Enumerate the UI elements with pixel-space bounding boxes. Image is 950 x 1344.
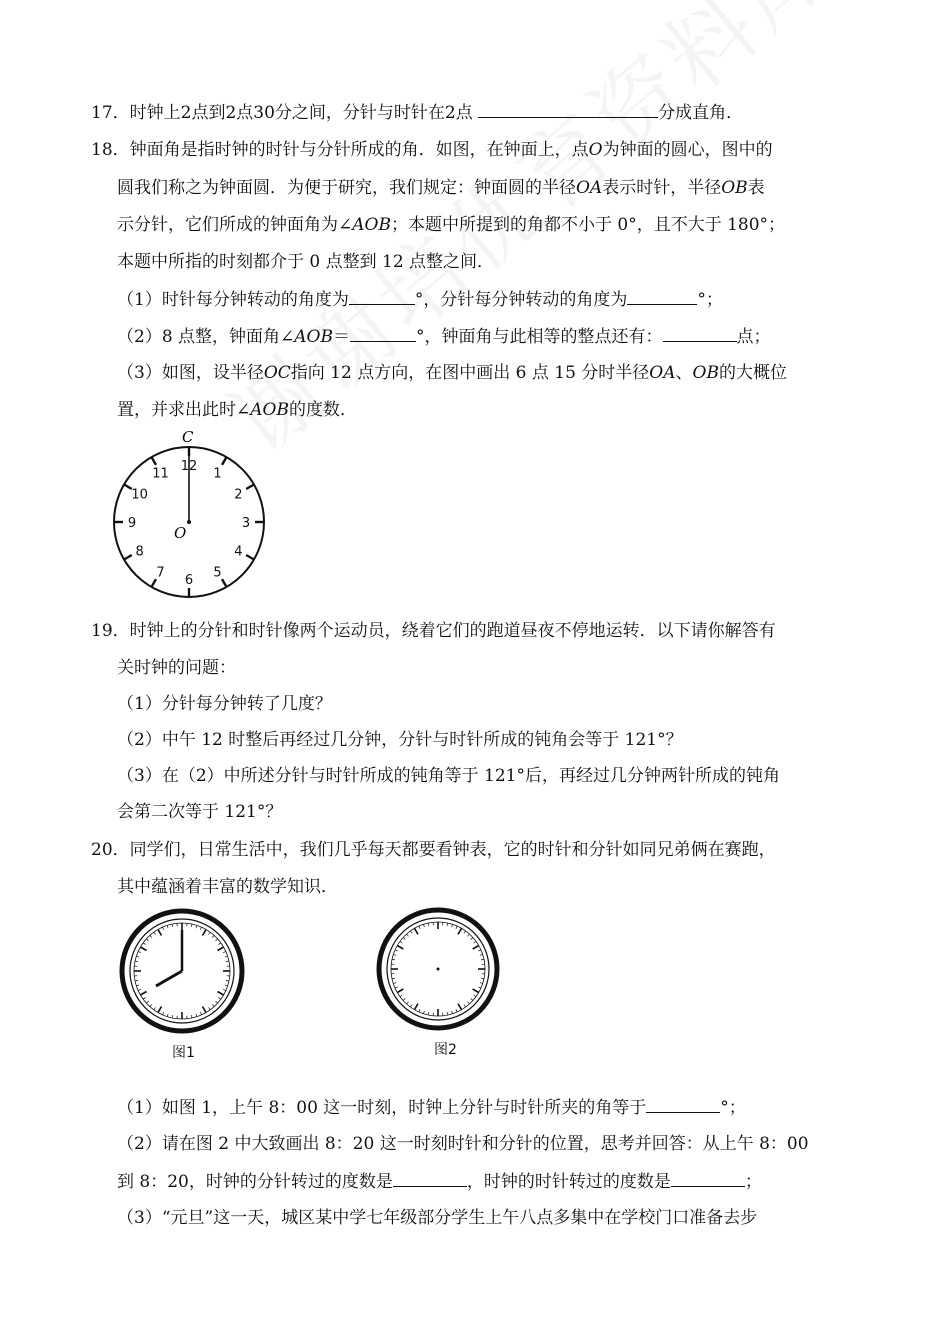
q19-sub-2 bbox=[117, 729, 683, 751]
clock-hour-tick bbox=[415, 928, 419, 934]
q18-var-AOB: AOB bbox=[352, 215, 391, 235]
q20-s1-text: （1）如图 1，上午 8：00 这一时刻，时钟上分针与时针所夹的角等于 bbox=[117, 1098, 647, 1118]
clock-number-8: 8 bbox=[135, 544, 144, 560]
q18-sub-3-line-2 bbox=[117, 399, 357, 421]
q18-text: 钟面角是指时钟的时针与分针所成的角．如图，在钟面上，点 bbox=[129, 140, 589, 160]
q18-s1-text: °，分针每分钟转动的角度为 bbox=[414, 290, 628, 310]
clock-minute-tick bbox=[419, 926, 420, 929]
label-O: O bbox=[174, 524, 187, 542]
clock-minute-tick bbox=[212, 935, 214, 937]
q19-s3-text: （3）在（2）中所述分针与时针所成的钝角等于 121°后，再经过几分钟两针所成的钝角 bbox=[117, 766, 780, 786]
clock-minute-tick bbox=[456, 926, 457, 929]
clock-minute-tick bbox=[407, 934, 409, 936]
clock-minute-tick bbox=[208, 932, 210, 934]
clock-hour-tick bbox=[152, 579, 157, 587]
clock-minute-tick bbox=[447, 1012, 448, 1015]
q18-s2-text: （2）8 点整，钟面角∠ bbox=[117, 327, 295, 347]
q20-text: 其中蕴涵着丰富的数学知识． bbox=[117, 877, 338, 897]
q19-text: 关时钟的问题： bbox=[117, 658, 236, 678]
q18-text: 圆我们称之为钟面圆．为便于研究，我们规定：钟面圆的半径 bbox=[117, 178, 576, 198]
figure-1-caption: 图1 bbox=[172, 1045, 195, 1061]
q18-text: 示分针，它们所成的钟面角为∠ bbox=[117, 215, 353, 235]
clock-minute-tick bbox=[478, 987, 481, 988]
clock-minute-tick bbox=[225, 956, 228, 957]
q20-sub-1 bbox=[117, 1096, 746, 1119]
q19-s3-text: 会第二次等于 121°？ bbox=[117, 802, 283, 822]
clock-hour-tick bbox=[246, 485, 254, 490]
figure-2-caption: 图2 bbox=[434, 1042, 457, 1058]
q18-s2-blank-1[interactable] bbox=[350, 325, 416, 342]
clock-minute-tick bbox=[393, 954, 396, 955]
q19-line-2 bbox=[117, 657, 236, 679]
clock-minute-tick bbox=[150, 1004, 152, 1006]
clock-minute-tick bbox=[474, 941, 476, 943]
clock-hour-tick bbox=[473, 946, 479, 950]
clock-hour-tick bbox=[152, 457, 157, 465]
clock-minute-tick bbox=[167, 1014, 168, 1017]
clock-minute-tick bbox=[395, 987, 398, 988]
q18-text: 本题中所指的时刻都介于 0 点整到 12 点整之间． bbox=[117, 252, 495, 272]
clock-minute-tick bbox=[215, 1001, 217, 1003]
clock-minute-tick bbox=[447, 923, 448, 926]
q18-sub-1 bbox=[117, 288, 723, 311]
q19-sub-1 bbox=[117, 693, 332, 715]
hour-hand bbox=[156, 971, 182, 986]
q20-number: 20． bbox=[91, 840, 130, 860]
clock-minute-tick bbox=[154, 932, 156, 934]
clock-minute-tick bbox=[200, 1012, 201, 1015]
q17-text-b: 分成直角． bbox=[658, 103, 744, 123]
q20-sub-2 bbox=[117, 1133, 809, 1155]
clock-minute-tick bbox=[400, 941, 402, 943]
clock-minute-tick bbox=[452, 1011, 453, 1014]
clock-minute-tick bbox=[423, 1011, 424, 1014]
clock-number-1: 1 bbox=[213, 466, 222, 482]
clock-minute-tick bbox=[481, 959, 484, 960]
clock-minute-tick bbox=[452, 924, 453, 927]
clock-minute-tick bbox=[223, 951, 226, 952]
q20-s2-blank-2[interactable] bbox=[671, 1170, 745, 1187]
q18-s3-text: 的大概位 bbox=[718, 363, 787, 383]
q18-text: 表示时针，半径 bbox=[602, 178, 722, 198]
q19-sub-3 bbox=[117, 765, 780, 787]
clock-minute-tick bbox=[191, 924, 192, 927]
clock-minute-tick bbox=[191, 1015, 192, 1018]
clock-minute-tick bbox=[136, 985, 139, 986]
clock-minute-tick bbox=[172, 1015, 173, 1018]
q20-sub-3 bbox=[117, 1207, 757, 1229]
clock-minute-tick bbox=[480, 954, 483, 955]
clock-minute-tick bbox=[471, 938, 473, 940]
clock-hour-tick bbox=[124, 555, 132, 560]
q18-s1-text: °； bbox=[697, 290, 723, 310]
clock-minute-tick bbox=[162, 927, 163, 930]
q18-clock-diagram[interactable] bbox=[110, 428, 270, 598]
clock-hour-tick bbox=[458, 1004, 462, 1010]
clock-hour-tick bbox=[397, 989, 403, 993]
question-17 bbox=[91, 101, 743, 124]
q18-var-O: O bbox=[588, 140, 603, 160]
center-point-O bbox=[187, 520, 191, 524]
clock-minute-tick bbox=[392, 978, 395, 979]
clock-hour-tick bbox=[140, 947, 146, 951]
q18-s1-text: （1）时针每分钟转动的角度为 bbox=[117, 290, 349, 310]
clock-minute-tick bbox=[146, 1001, 148, 1003]
clock-minute-tick bbox=[143, 997, 145, 999]
clock-minute-tick bbox=[410, 931, 412, 933]
clock-minute-tick bbox=[464, 1005, 466, 1007]
q18-number: 18． bbox=[91, 140, 130, 160]
q18-text: 为钟面的圆心，图中的 bbox=[602, 140, 773, 160]
q19-s1-text: （1）分针每分钟转了几度？ bbox=[117, 694, 332, 714]
q18-var-AOB: AOB bbox=[250, 400, 289, 420]
q18-s2-text: ＝ bbox=[333, 327, 350, 347]
q19-number: 19． bbox=[91, 621, 130, 641]
q20-line-1 bbox=[91, 839, 776, 861]
clock-minute-tick bbox=[162, 1012, 163, 1015]
clock-hour-tick bbox=[246, 555, 254, 560]
clock-center bbox=[437, 968, 440, 971]
q18-var-OA: OA bbox=[649, 363, 676, 383]
clock-minute-tick bbox=[392, 959, 395, 960]
clock-number-7: 7 bbox=[156, 565, 165, 581]
clock-minute-tick bbox=[471, 998, 473, 1000]
q18-s3-text: 的度数． bbox=[288, 400, 357, 420]
q18-s2-blank-2[interactable] bbox=[663, 325, 737, 342]
clock-hour-tick bbox=[203, 1007, 207, 1013]
clock-minute-tick bbox=[410, 1005, 412, 1007]
clock-minute-tick bbox=[136, 956, 139, 957]
q18-var-OB: OB bbox=[692, 363, 719, 383]
clock-minute-tick bbox=[464, 931, 466, 933]
clock-minute-tick bbox=[167, 925, 168, 928]
clock-number-11: 11 bbox=[152, 466, 169, 482]
clock-minute-tick bbox=[146, 939, 148, 941]
clock-minute-tick bbox=[212, 1004, 214, 1006]
clock-minute-tick bbox=[226, 980, 229, 981]
label-C: C bbox=[182, 428, 194, 446]
q18-s2-text: 点； bbox=[736, 327, 771, 347]
q18-s3-text: 指向 12 点方向，在图中画出 6 点 15 分时半径 bbox=[290, 363, 650, 383]
q18-var-OC: OC bbox=[263, 363, 291, 383]
q19-line-1 bbox=[91, 620, 776, 642]
clock-minute-tick bbox=[138, 989, 141, 990]
clock-minute-tick bbox=[208, 1007, 210, 1009]
q18-line-3 bbox=[117, 214, 785, 236]
clock-minute-tick bbox=[474, 995, 476, 997]
clock-number-4: 4 bbox=[234, 544, 243, 560]
clock-minute-tick bbox=[223, 989, 226, 990]
q18-line-4 bbox=[117, 251, 494, 273]
clock-minute-tick bbox=[225, 985, 228, 986]
q20-s2-text: ； bbox=[744, 1172, 762, 1192]
q18-text: ；本题中所提到的角都不小于 0°，且不大于 180°； bbox=[390, 215, 786, 235]
clock-minute-tick bbox=[196, 925, 197, 928]
clock-minute-tick bbox=[218, 997, 220, 999]
q18-s1-blank-1[interactable] bbox=[349, 288, 415, 305]
clock-hour-tick bbox=[397, 946, 403, 950]
clock-number-12: 12 bbox=[180, 459, 198, 474]
q18-sub-3 bbox=[117, 362, 787, 384]
clock-minute-tick bbox=[480, 983, 483, 984]
clock-minute-tick bbox=[400, 995, 402, 997]
q18-text: 表 bbox=[747, 178, 765, 198]
clock-minute-tick bbox=[467, 934, 469, 936]
clock-minute-tick bbox=[395, 950, 398, 951]
q18-s3-text: 置，并求出此时∠ bbox=[117, 400, 251, 420]
q19-s2-text: （2）中午 12 时整后再经过几分钟，分针与时针所成的钝角会等于 121°？ bbox=[117, 730, 683, 750]
clock-hour-tick bbox=[218, 992, 224, 996]
clock-hour-tick bbox=[158, 929, 162, 935]
q18-var-AOB: AOB bbox=[294, 327, 333, 347]
clock-minute-tick bbox=[143, 943, 145, 945]
clock-minute-tick bbox=[393, 983, 396, 984]
q18-line-2 bbox=[117, 177, 765, 199]
q20-s2-text: 到 8：20，时钟的分针转过的度数是 bbox=[117, 1172, 393, 1192]
q18-s3-text: 、 bbox=[675, 363, 693, 383]
q18-var-OB: OB bbox=[721, 178, 748, 198]
q17-text-a: 时钟上2点到2点30分之间，分针与时针在2点 bbox=[129, 103, 473, 123]
q18-s3-text: （3）如图，设半径 bbox=[117, 363, 264, 383]
q20-text: 同学们，日常生活中，我们几乎每天都要看钟表，它的时针和分针如同兄弟俩在赛跑， bbox=[129, 840, 776, 860]
clock-minute-tick bbox=[407, 1002, 409, 1004]
clock-minute-tick bbox=[226, 961, 229, 962]
clock-number-2: 2 bbox=[234, 487, 243, 503]
clock-minute-tick bbox=[172, 924, 173, 927]
clock-hour-tick bbox=[222, 457, 227, 465]
clock-hour-tick bbox=[222, 579, 227, 587]
clock-minute-tick bbox=[419, 1009, 420, 1012]
q17-answer-blank[interactable] bbox=[478, 101, 658, 118]
clock-hour-tick bbox=[158, 1007, 162, 1013]
clock-minute-tick bbox=[135, 961, 138, 962]
clock-number-9: 9 bbox=[127, 516, 137, 531]
clock-minute-tick bbox=[428, 923, 429, 926]
q20-line-2 bbox=[117, 876, 338, 898]
q18-s2-text: °，钟面角与此相等的整点还有： bbox=[416, 327, 663, 347]
q20-s2-blank-1[interactable] bbox=[393, 1170, 467, 1187]
figure-1-clock bbox=[120, 912, 250, 1032]
clock-hour-tick bbox=[218, 947, 224, 951]
clock-hour-tick bbox=[140, 992, 146, 996]
q18-sub-2 bbox=[117, 325, 771, 348]
clock-minute-tick bbox=[423, 924, 424, 927]
clock-number-10: 10 bbox=[131, 487, 148, 503]
clock-minute-tick bbox=[196, 1014, 197, 1017]
q18-line-1 bbox=[91, 139, 773, 161]
clock-minute-tick bbox=[456, 1009, 457, 1012]
figure-2-clock[interactable] bbox=[377, 909, 507, 1029]
q18-var-OA: OA bbox=[576, 178, 603, 198]
q20-sub-2-line-2 bbox=[117, 1170, 762, 1193]
q17-number: 17． bbox=[91, 103, 130, 123]
clock-minute-tick bbox=[215, 939, 217, 941]
clock-minute-tick bbox=[481, 978, 484, 979]
clock-minute-tick bbox=[478, 950, 481, 951]
q20-s2-text: ，时钟的时针转过的度数是 bbox=[466, 1172, 671, 1192]
q18-s1-blank-2[interactable] bbox=[627, 288, 697, 305]
clock-minute-tick bbox=[150, 935, 152, 937]
q20-s1-blank[interactable] bbox=[646, 1096, 720, 1113]
clock-minute-tick bbox=[218, 943, 220, 945]
clock-minute-tick bbox=[135, 980, 138, 981]
clock-minute-tick bbox=[403, 998, 405, 1000]
q19-text: 时钟上的分针和时针像两个运动员，绕着它们的跑道昼夜不停地运转．以下请你解答有 bbox=[129, 621, 776, 641]
clock-minute-tick bbox=[200, 927, 201, 930]
clock-number-3: 3 bbox=[241, 516, 251, 531]
clock-minute-tick bbox=[154, 1007, 156, 1009]
clock-hour-tick bbox=[415, 1004, 419, 1010]
clock-minute-tick bbox=[403, 938, 405, 940]
clock-number-5: 5 bbox=[213, 565, 222, 581]
q19-sub-3-line-2 bbox=[117, 801, 282, 823]
clock-minute-tick bbox=[467, 1002, 469, 1004]
clock-hour-tick bbox=[203, 929, 207, 935]
clock-number-6: 6 bbox=[184, 573, 194, 588]
q20-s2-text: （2）请在图 2 中大致画出 8：20 这一时刻时针和分针的位置，思考并回答：从上午 8：00 bbox=[117, 1134, 809, 1154]
q20-s3-text: （3）“元旦”这一天，城区某中学七年级部分学生上午八点多集中在学校门口准备去步 bbox=[117, 1208, 758, 1228]
clock-minute-tick bbox=[138, 951, 141, 952]
clock-hour-tick bbox=[458, 928, 462, 934]
clock-minute-tick bbox=[428, 1012, 429, 1015]
q20-s1-text: °； bbox=[720, 1098, 746, 1118]
clock-hour-tick bbox=[473, 989, 479, 993]
